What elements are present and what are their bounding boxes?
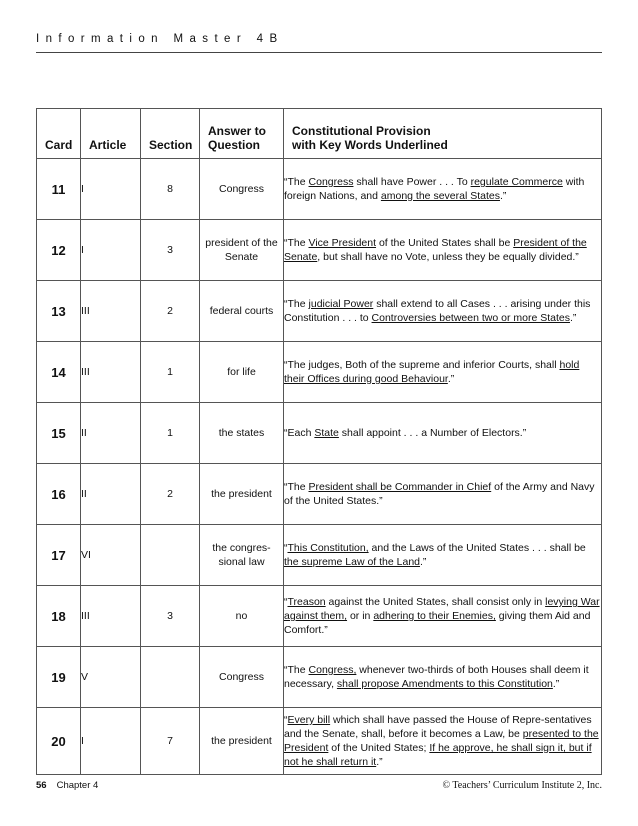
card-number: 20 (37, 708, 81, 775)
key-words-underlined: Vice President (308, 237, 377, 249)
provision-text: “The (284, 237, 309, 249)
key-words-underlined: the supreme Law of the Land (284, 556, 421, 568)
provision-cell (284, 281, 602, 342)
key-words-underlined: If he approve, he shall sign it, but if not he shall return it (284, 742, 592, 768)
section-cell: 2 (141, 464, 200, 525)
provision-text: .” (376, 756, 383, 768)
key-words-underlined: State (314, 427, 339, 439)
table-row (37, 220, 602, 281)
key-words-underlined: regulate Commerce (470, 176, 563, 188)
provision-text: against the United States, shall consist only in (325, 596, 546, 608)
article-cell: II (81, 403, 141, 464)
table-row (37, 342, 602, 403)
provision-text: whenever two-thirds of both Houses shall deem it necessary, (284, 664, 589, 690)
column-header-provision-line2: with Key Words Underlined (292, 138, 448, 152)
section-cell: 2 (141, 281, 200, 342)
provision-text: .” (552, 678, 560, 690)
table-row (37, 586, 602, 647)
provision-text: shall appoint . . . a Number of Electors.” (338, 427, 527, 439)
column-header-provision (284, 109, 602, 159)
key-words-underlined: levying War against them, (284, 596, 600, 622)
provision-text: “ (284, 596, 288, 608)
answer-cell: no (200, 586, 284, 647)
provision-text: which shall have passed the House of Repre-sentatives and the Senate, shall, before it becomes a Law, be (284, 714, 592, 740)
column-header-answer-line2: Question (208, 138, 261, 152)
provision-cell (284, 464, 602, 525)
answer-cell: the states (200, 403, 284, 464)
key-words-underlined: Congress, (308, 664, 357, 676)
card-number: 17 (37, 525, 81, 586)
answer-cell: Congress (200, 159, 284, 220)
table-row (37, 281, 602, 342)
section-cell (141, 647, 200, 708)
provision-cell (284, 220, 602, 281)
table-row (37, 403, 602, 464)
table-row (37, 525, 602, 586)
table-row (37, 647, 602, 708)
provision-cell (284, 342, 602, 403)
card-number: 11 (37, 159, 81, 220)
provision-text: of the United States; (328, 742, 430, 754)
provision-text: .” (499, 190, 507, 202)
key-words-underlined: hold their Offices during good Behaviour (284, 359, 580, 385)
provision-text: “The (284, 176, 309, 188)
column-header-article: Article (81, 109, 141, 159)
table-row (37, 159, 602, 220)
provision-text: of the United States shall be (376, 237, 514, 249)
article-cell: I (81, 159, 141, 220)
section-cell: 1 (141, 403, 200, 464)
article-cell: I (81, 220, 141, 281)
provision-text: with foreign Nations, and (284, 176, 585, 202)
answer-cell: the congres-sional law (200, 525, 284, 586)
provision-text: “ (284, 714, 288, 726)
provision-text: “ (284, 542, 288, 554)
page-footer (36, 780, 602, 791)
key-words-underlined: adhering to their Enemies, (373, 610, 496, 622)
article-cell: VI (81, 525, 141, 586)
card-number: 15 (37, 403, 81, 464)
section-cell (141, 525, 200, 586)
key-words-underlined: presented to the President (284, 728, 599, 754)
answer-cell: president of the Senate (200, 220, 284, 281)
key-words-underlined: Congress (308, 176, 354, 188)
provision-text: of the Army and Navy of the United States.” (284, 481, 595, 507)
key-words-underlined: President shall be Commander in Chief (308, 481, 492, 493)
provision-text: “The (284, 664, 309, 676)
answer-cell: for life (200, 342, 284, 403)
section-cell: 3 (141, 586, 200, 647)
card-number: 12 (37, 220, 81, 281)
copyright-notice: © Teachers’ Curriculum Institute 2, Inc. (442, 780, 602, 791)
key-words-underlined: shall propose Amendments to this Constitution (336, 678, 553, 690)
card-number: 19 (37, 647, 81, 708)
section-cell: 1 (141, 342, 200, 403)
provision-cell (284, 708, 602, 775)
footer-left (36, 780, 98, 791)
column-header-section: Section (141, 109, 200, 159)
provision-text: .” (420, 556, 427, 568)
provision-text: .” (447, 373, 455, 385)
column-header-card: Card (37, 109, 81, 159)
provision-text: shall have Power . . . To (353, 176, 471, 188)
key-words-underlined: This Constitution, (287, 542, 369, 554)
provision-text: shall extend to all Cases . . . arising under this Constitution . . . to (284, 298, 591, 324)
article-cell: V (81, 647, 141, 708)
header-divider (36, 52, 602, 53)
table-row (37, 708, 602, 775)
table-header-row (37, 109, 602, 159)
constitution-table (36, 108, 602, 775)
article-cell: II (81, 464, 141, 525)
card-number: 16 (37, 464, 81, 525)
page-number: 56 (36, 780, 47, 791)
key-words-underlined: Controversies between two or more States (371, 312, 570, 324)
key-words-underlined: Every bill (287, 714, 331, 726)
answer-cell: the president (200, 464, 284, 525)
column-header-answer-line1: Answer to (208, 124, 267, 138)
provision-text: or in (347, 610, 374, 622)
column-header-answer (200, 109, 284, 159)
answer-cell: Congress (200, 647, 284, 708)
answer-cell: federal courts (200, 281, 284, 342)
provision-cell (284, 403, 602, 464)
provision-text: giving them Aid and Comfort.” (284, 610, 591, 636)
article-cell: III (81, 342, 141, 403)
table-row (37, 464, 602, 525)
article-cell: I (81, 708, 141, 775)
article-cell: III (81, 281, 141, 342)
provision-text: and the Laws of the United States . . . shall be (368, 542, 586, 554)
provision-text: , but shall have no Vote, unless they be equally divided.” (317, 251, 579, 263)
provision-cell (284, 647, 602, 708)
article-cell: III (81, 586, 141, 647)
provision-cell (284, 525, 602, 586)
card-number: 14 (37, 342, 81, 403)
provision-text: “The judges, Both of the supreme and inferior Courts, shall (284, 359, 560, 371)
key-words-underlined: judicial Power (308, 298, 374, 310)
key-words-underlined: President of the Senate (284, 237, 587, 263)
provision-cell (284, 586, 602, 647)
key-words-underlined: Treason (287, 596, 326, 608)
provision-cell (284, 159, 602, 220)
section-cell: 8 (141, 159, 200, 220)
section-cell: 7 (141, 708, 200, 775)
card-number: 13 (37, 281, 81, 342)
provision-text: “The (284, 481, 309, 493)
page-header-title: Information Master 4B (36, 33, 284, 45)
card-number: 18 (37, 586, 81, 647)
section-cell: 3 (141, 220, 200, 281)
key-words-underlined: among the several States (380, 190, 500, 202)
table-body (37, 159, 602, 775)
provision-text: .” (569, 312, 577, 324)
column-header-provision-line1: Constitutional Provision (292, 124, 431, 138)
chapter-label: Chapter 4 (56, 780, 99, 791)
provision-text: “The (284, 298, 309, 310)
answer-cell: the president (200, 708, 284, 775)
provision-text: “Each (284, 427, 315, 439)
